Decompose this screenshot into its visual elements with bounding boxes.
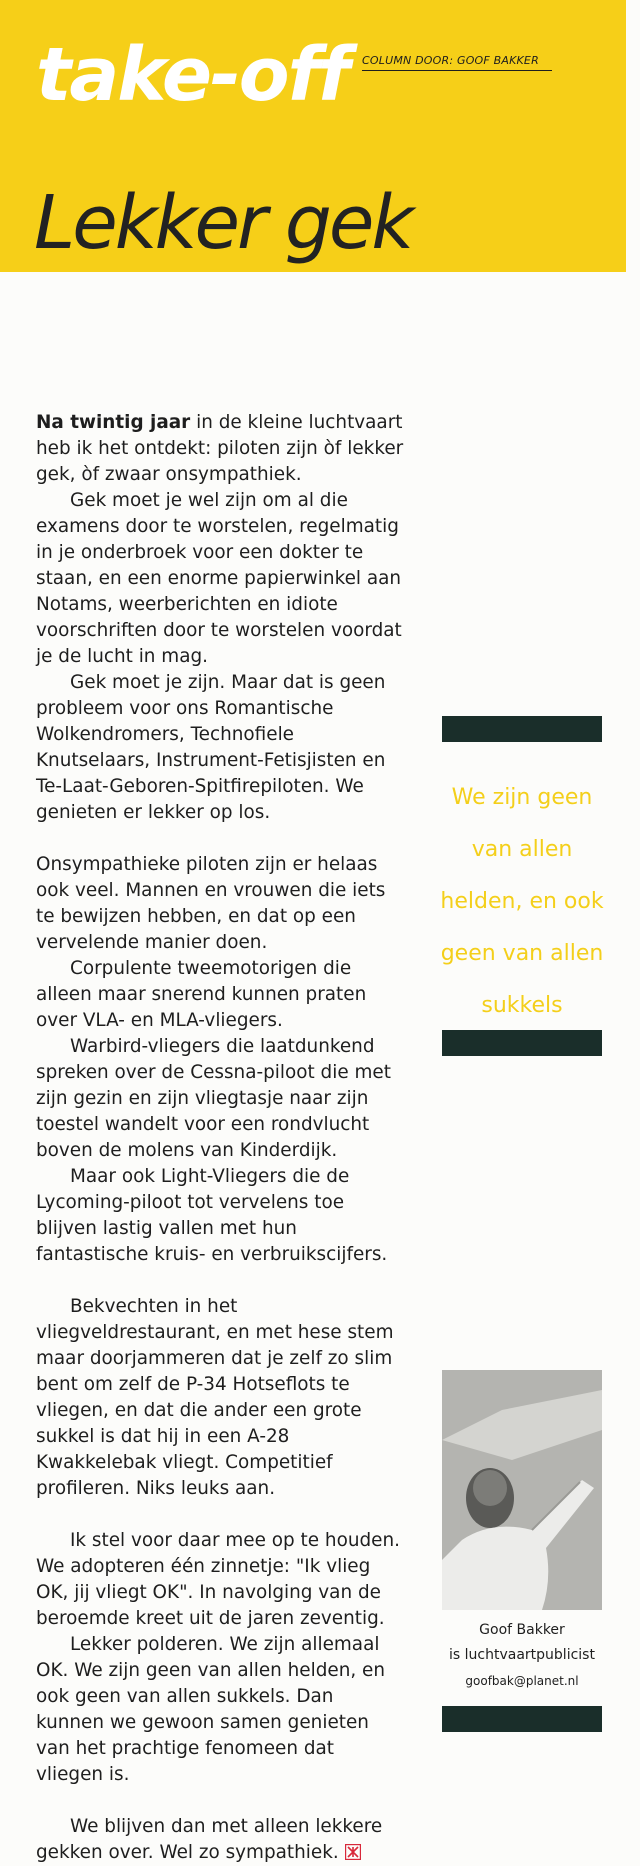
paragraph-7: Maar ook Light-Vliegers die de Lycoming-piloot tot vervelens toe blijven lastig vallen met hun fantastische kruis- en verbruikscijfers. xyxy=(36,1166,388,1265)
paragraph-8: Bekvechten in het vliegveldrestaurant, en met hese stem maar doorjammeren dat je zelf zo slim bent om zelf de P-34 Hotseflots te vliegen, en dat die ander een grote sukkel is dat hij in een A-28 Kwakkelebak vliegt. Competitief profileren. Niks leuks aan. xyxy=(36,1296,394,1499)
article-body xyxy=(36,410,404,1866)
paragraph-1 xyxy=(36,410,404,488)
column-byline: COLUMN DOOR: GOOF BAKKER xyxy=(362,54,552,71)
pullquote-bottom-rule xyxy=(442,1030,602,1056)
paragraph-4: Onsympathieke piloten zijn er helaas ook veel. Mannen en vrouwen die iets te bewijzen hebben, en dat op een vervelende manier doen. xyxy=(36,854,386,953)
paragraph-10: Lekker polderen. We zijn allemaal OK. We zijn geen van allen helden, en ook geen van allen sukkels. Dan kunnen we gewoon samen genieten van het prachtige fenomeen dat vliegen is. xyxy=(36,1634,386,1785)
pull-quote: We zijn geen van allen helden, en ook geen van allen sukkels xyxy=(440,785,604,1018)
author-name: Goof Bakker xyxy=(479,1622,565,1638)
caption-bottom-rule xyxy=(442,1706,602,1732)
paragraph-1-text: in de kleine luchtvaart heb ik het ontdekt: piloten zijn òf lekker gek, òf zwaar onsympathiek. xyxy=(36,412,404,485)
lead-in: Na twintig jaar xyxy=(36,412,191,433)
paragraph-2: Gek moet je wel zijn om al die examens door te worstelen, regelmatig in je onderbroek voor een dokter te staan, en een enorme papierwinkel aan Notams, weerberichten en idiote voorschriften door te worstelen voordat je de lucht in mag. xyxy=(36,490,402,667)
pullquote-top-rule xyxy=(442,716,602,742)
author-role: is luchtvaartpublicist xyxy=(449,1647,595,1663)
article-headline: Lekker gek xyxy=(34,180,412,266)
paragraph-5: Corpulente tweemotorigen die alleen maar snerend kunnen praten over VLA- en MLA-vliegers. xyxy=(36,958,367,1031)
airplane-end-icon xyxy=(345,1844,361,1860)
author-email: goofbak@planet.nl xyxy=(465,1674,579,1688)
paragraph-6: Warbird-vliegers die laatdunkend spreken over de Cessna-piloot die met zijn gezin en zijn vliegtasje naar zijn toestel wandelt voor een rondvlucht boven de molens van Kinderdijk. xyxy=(36,1036,391,1161)
author-portrait-image xyxy=(442,1370,602,1610)
paragraph-11-text: We blijven dan met alleen lekkere gekken over. Wel zo sympathiek. xyxy=(36,1816,383,1863)
paragraph-3: Gek moet je zijn. Maar dat is geen probleem voor ons Romantische Wolkendromers, Technofiele Knutselaars, Instrument-Fetisjisten en Te-Laat-Geboren-Spitfirepiloten. We genieten er lekker op los. xyxy=(36,672,386,823)
column-header xyxy=(0,0,626,272)
column-brand-title: take-off xyxy=(36,32,349,118)
author-photo xyxy=(442,1370,602,1610)
paragraph-11 xyxy=(36,1814,404,1866)
paragraph-9: Ik stel voor daar mee op te houden. We adopteren één zinnetje: "Ik vlieg OK, jij vliegt OK". In navolging van de beroemde kreet uit de jaren zeventig. xyxy=(36,1530,400,1629)
